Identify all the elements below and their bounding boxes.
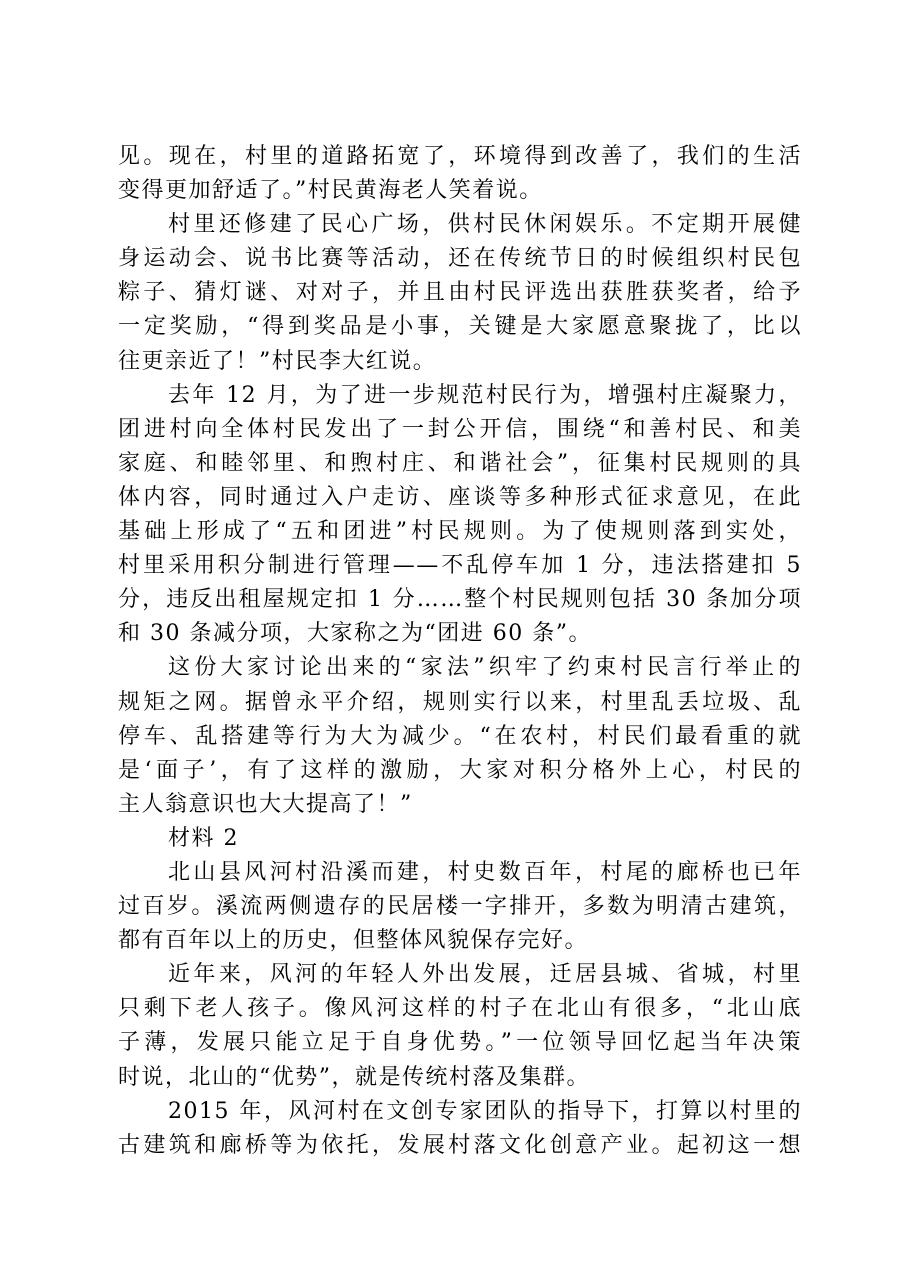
text-line: 主人翁意识也大大提高了！” [118, 791, 413, 817]
text-line: 时说，北山的“优势”，就是传统村落及集群。 [118, 1064, 590, 1090]
text-line: 北山县风河村沿溪而建，村史数百年，村尾的廊桥也已年 [168, 859, 802, 885]
body-text [118, 140, 802, 1163]
text-line: 过百岁。溪流两侧遗存的民居楼一字排开，多数为明清古建筑， [118, 894, 802, 920]
text-line: 是‘面子’，有了这样的激励，大家对积分格外上心，村民的 [118, 757, 802, 783]
text-line: 和 30 条减分项，大家称之为“团进 60 条”。 [118, 621, 592, 647]
text-line: 规矩之网。据曾永平介绍，规则实行以来，村里乱丢垃圾、乱 [118, 689, 802, 715]
text-line: 古建筑和廊桥等为依托，发展村落文化创意产业。起初这一想 [118, 1132, 802, 1158]
text-line: 见。现在，村里的道路拓宽了，环境得到改善了，我们的生活 [118, 144, 802, 169]
text-line: 只剩下老人孩子。像风河这样的村子在北山有很多，“北山底 [118, 996, 802, 1022]
text-line: 停车、乱搭建等行为大为减少。“在农村，村民们最看重的就 [118, 723, 802, 749]
text-line: 一定奖励，“得到奖品是小事，关键是大家愿意聚拢了，比以 [118, 314, 802, 340]
text-line: 家庭、和睦邻里、和煦村庄、和谐社会”，征集村民规则的具 [118, 450, 802, 476]
text-line: 粽子、猜灯谜、对对子，并且由村民评选出获胜获奖者，给予 [118, 280, 802, 306]
text-line: 分，违反出租屋规定扣 1 分……整个村民规则包括 30 条加分项 [118, 587, 802, 613]
text-line: 这份大家讨论出来的“家法”织牢了约束村民言行举止的 [168, 655, 802, 681]
text-line: 村里采用积分制进行管理——不乱停车加 1 分，违法搭建扣 5 [118, 553, 802, 579]
text-line: 村里还修建了民心广场，供村民休闲娱乐。不定期开展健 [168, 212, 802, 238]
text-line: 子薄，发展只能立足于自身优势。”一位领导回忆起当年决策 [118, 1030, 802, 1056]
text-line: 近年来，风河的年轻人外出发展，迁居县城、省城，村里 [168, 962, 802, 988]
section-heading: 材料 2 [168, 825, 239, 851]
text-line: 基础上形成了“五和团进”村民规则。为了使规则落到实处， [118, 519, 802, 545]
text-line: 变得更加舒适了。”村民黄海老人笑着说。 [118, 178, 543, 204]
text-line: 体内容，同时通过入户走访、座谈等多种形式征求意见，在此 [118, 484, 802, 510]
text-line: 都有百年以上的历史，但整体风貌保存完好。 [118, 928, 589, 954]
text-line: 身运动会、说书比赛等活动，还在传统节日的时候组织村民包 [118, 246, 802, 272]
text-line: 去年 12 月，为了进一步规范村民行为，增强村庄凝聚力， [168, 382, 802, 408]
text-line: 团进村向全体村民发出了一封公开信，围绕“和善村民、和美 [118, 416, 802, 442]
text-line: 2015 年，风河村在文创专家团队的指导下，打算以村里的 [168, 1098, 802, 1124]
text-line: 往更亲近了！”村民李大红说。 [118, 348, 437, 374]
